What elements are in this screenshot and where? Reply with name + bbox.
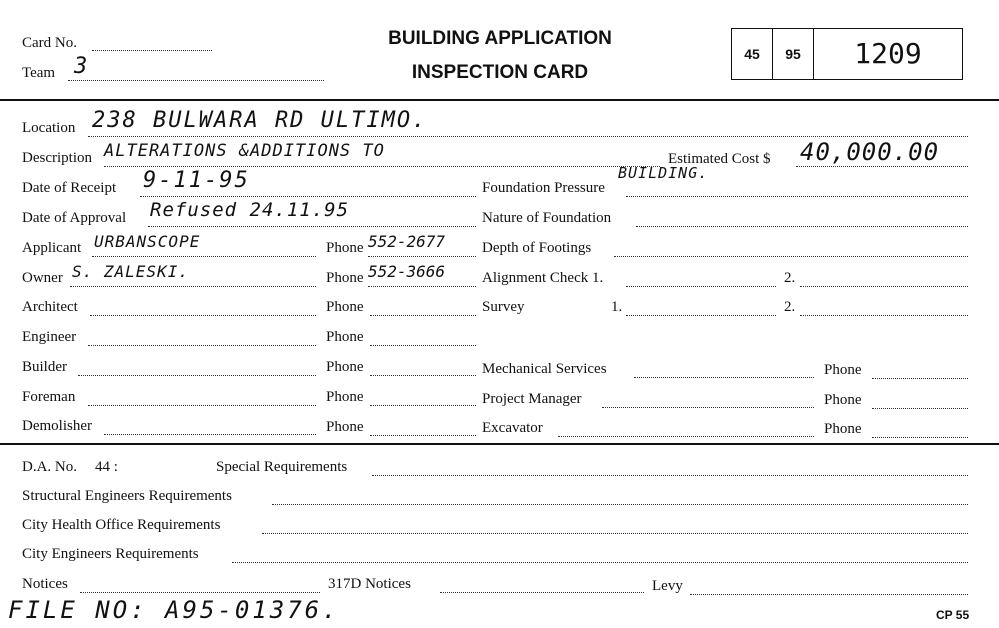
date-of-approval-line <box>148 226 476 227</box>
card-number: 1209 <box>854 37 922 70</box>
builder-phone-line <box>370 375 476 376</box>
applicant-line <box>92 256 316 257</box>
engineer-phone-label: Phone <box>326 329 364 345</box>
levy-line <box>690 594 968 595</box>
owner-label: Owner <box>22 270 63 286</box>
city-engineers-requirements-line <box>232 562 968 563</box>
mechanical-services-label: Mechanical Services <box>482 361 607 377</box>
depth-of-footings-line <box>614 256 968 257</box>
city-health-requirements-line <box>262 533 968 534</box>
nature-of-foundation-label: Nature of Foundation <box>482 210 612 226</box>
project-manager-line <box>602 407 814 408</box>
survey-label: Survey <box>482 299 525 315</box>
date-of-approval-value: Refused 24.11.95 <box>150 199 350 221</box>
title-line-2: INSPECTION CARD <box>411 62 589 83</box>
estimated-cost-line <box>796 166 968 167</box>
notices-line <box>80 592 320 593</box>
box-cell-a: 45 <box>732 29 773 79</box>
location-value: 238 BULWARA RD ULTIMO. <box>92 108 428 133</box>
levy-label: Levy <box>652 578 683 594</box>
builder-line <box>78 375 316 376</box>
excavator-line <box>558 436 814 437</box>
excavator-phone-line <box>872 437 968 438</box>
foreman-label: Foreman <box>22 389 76 405</box>
location-label: Location <box>22 120 76 136</box>
date-of-receipt-label: Date of Receipt <box>22 180 117 196</box>
applicant-phone-line <box>368 256 476 257</box>
date-of-receipt-value: 9-11-95 <box>143 168 250 193</box>
notices-317d-label: 317D Notices <box>328 576 411 592</box>
structural-requirements-label: Structural Engineers Requirements <box>22 488 232 504</box>
notices-317d-line <box>440 592 644 593</box>
foundation-pressure-line <box>626 196 968 197</box>
nature-of-foundation-line <box>636 226 968 227</box>
file-number: FILE NO: A95-01376. <box>8 596 340 624</box>
estimated-cost-value: 40,000.00 <box>800 138 940 166</box>
demolisher-line <box>104 434 316 435</box>
city-health-requirements-label: City Health Office Requirements <box>22 517 221 533</box>
alignment-check-2-label: 2. <box>784 270 796 286</box>
owner-line <box>70 286 316 287</box>
architect-phone-line <box>370 315 476 316</box>
excavator-phone-label: Phone <box>824 421 862 437</box>
da-no-value: 44 : <box>95 459 118 475</box>
location-line <box>88 136 968 137</box>
builder-phone-label: Phone <box>326 359 364 375</box>
header-rule <box>0 99 999 101</box>
alignment-check-2-line <box>800 286 968 287</box>
title-line-1: BUILDING APPLICATION <box>388 28 612 49</box>
description-value: ALTERATIONS &ADDITIONS TO <box>104 141 385 161</box>
survey-2-label: 2. <box>784 299 796 315</box>
foreman-phone-line <box>370 405 476 406</box>
demolisher-phone-label: Phone <box>326 419 364 435</box>
demolisher-label: Demolisher <box>22 418 92 434</box>
card-no-label: Card No. <box>22 35 77 51</box>
da-no-label: D.A. No. <box>22 459 77 475</box>
architect-line <box>90 315 316 316</box>
structural-requirements-line <box>272 504 968 505</box>
special-requirements-line <box>372 475 968 476</box>
applicant-value: URBANSCOPE <box>94 232 201 251</box>
architect-label: Architect <box>22 299 78 315</box>
fields-rule <box>0 443 999 445</box>
estimated-cost-label: Estimated Cost $ <box>668 151 771 167</box>
notices-label: Notices <box>22 576 68 592</box>
survey-2-line <box>800 315 968 316</box>
alignment-check-label: Alignment Check 1. <box>482 270 604 286</box>
owner-phone-label: Phone <box>326 270 364 286</box>
engineer-label: Engineer <box>22 329 77 345</box>
special-requirements-label: Special Requirements <box>216 459 348 475</box>
owner-phone-value: 552-3666 <box>368 262 446 281</box>
foreman-phone-label: Phone <box>326 389 364 405</box>
description-label: Description <box>22 150 92 166</box>
project-manager-phone-label: Phone <box>824 392 862 408</box>
date-of-approval-label: Date of Approval <box>22 210 127 226</box>
card-number-box <box>731 28 963 80</box>
architect-phone-label: Phone <box>326 299 364 315</box>
city-engineers-requirements-label: City Engineers Requirements <box>22 546 199 562</box>
engineer-line <box>88 345 316 346</box>
survey-1-label: 1. <box>611 299 623 315</box>
box-cell-b: 95 <box>773 29 814 79</box>
team-value: 3 <box>74 54 90 79</box>
project-manager-label: Project Manager <box>482 391 582 407</box>
foundation-pressure-label: Foundation Pressure <box>482 180 605 196</box>
team-label: Team <box>22 65 56 81</box>
foreman-line <box>88 405 316 406</box>
demolisher-phone-line <box>370 435 476 436</box>
owner-value: S. ZALESKI. <box>72 262 189 281</box>
depth-of-footings-label: Depth of Footings <box>482 240 592 256</box>
engineer-phone-line <box>370 345 476 346</box>
date-of-receipt-line <box>140 196 476 197</box>
project-manager-phone-line <box>872 408 968 409</box>
alignment-check-1-line <box>626 286 776 287</box>
applicant-phone-label: Phone <box>326 240 364 256</box>
builder-label: Builder <box>22 359 67 375</box>
owner-phone-line <box>368 286 476 287</box>
team-line <box>68 80 324 81</box>
mechanical-phone-label: Phone <box>824 362 862 378</box>
mechanical-services-line <box>634 377 814 378</box>
mechanical-phone-line <box>872 378 968 379</box>
applicant-phone-value: 552-2677 <box>368 232 446 251</box>
applicant-label: Applicant <box>22 240 82 256</box>
excavator-label: Excavator <box>482 420 543 436</box>
description-line <box>104 166 660 167</box>
survey-1-line <box>626 315 776 316</box>
card-no-line <box>92 50 212 51</box>
description-value-2: BUILDING. <box>618 164 709 182</box>
form-code: CP 55 <box>936 608 970 622</box>
